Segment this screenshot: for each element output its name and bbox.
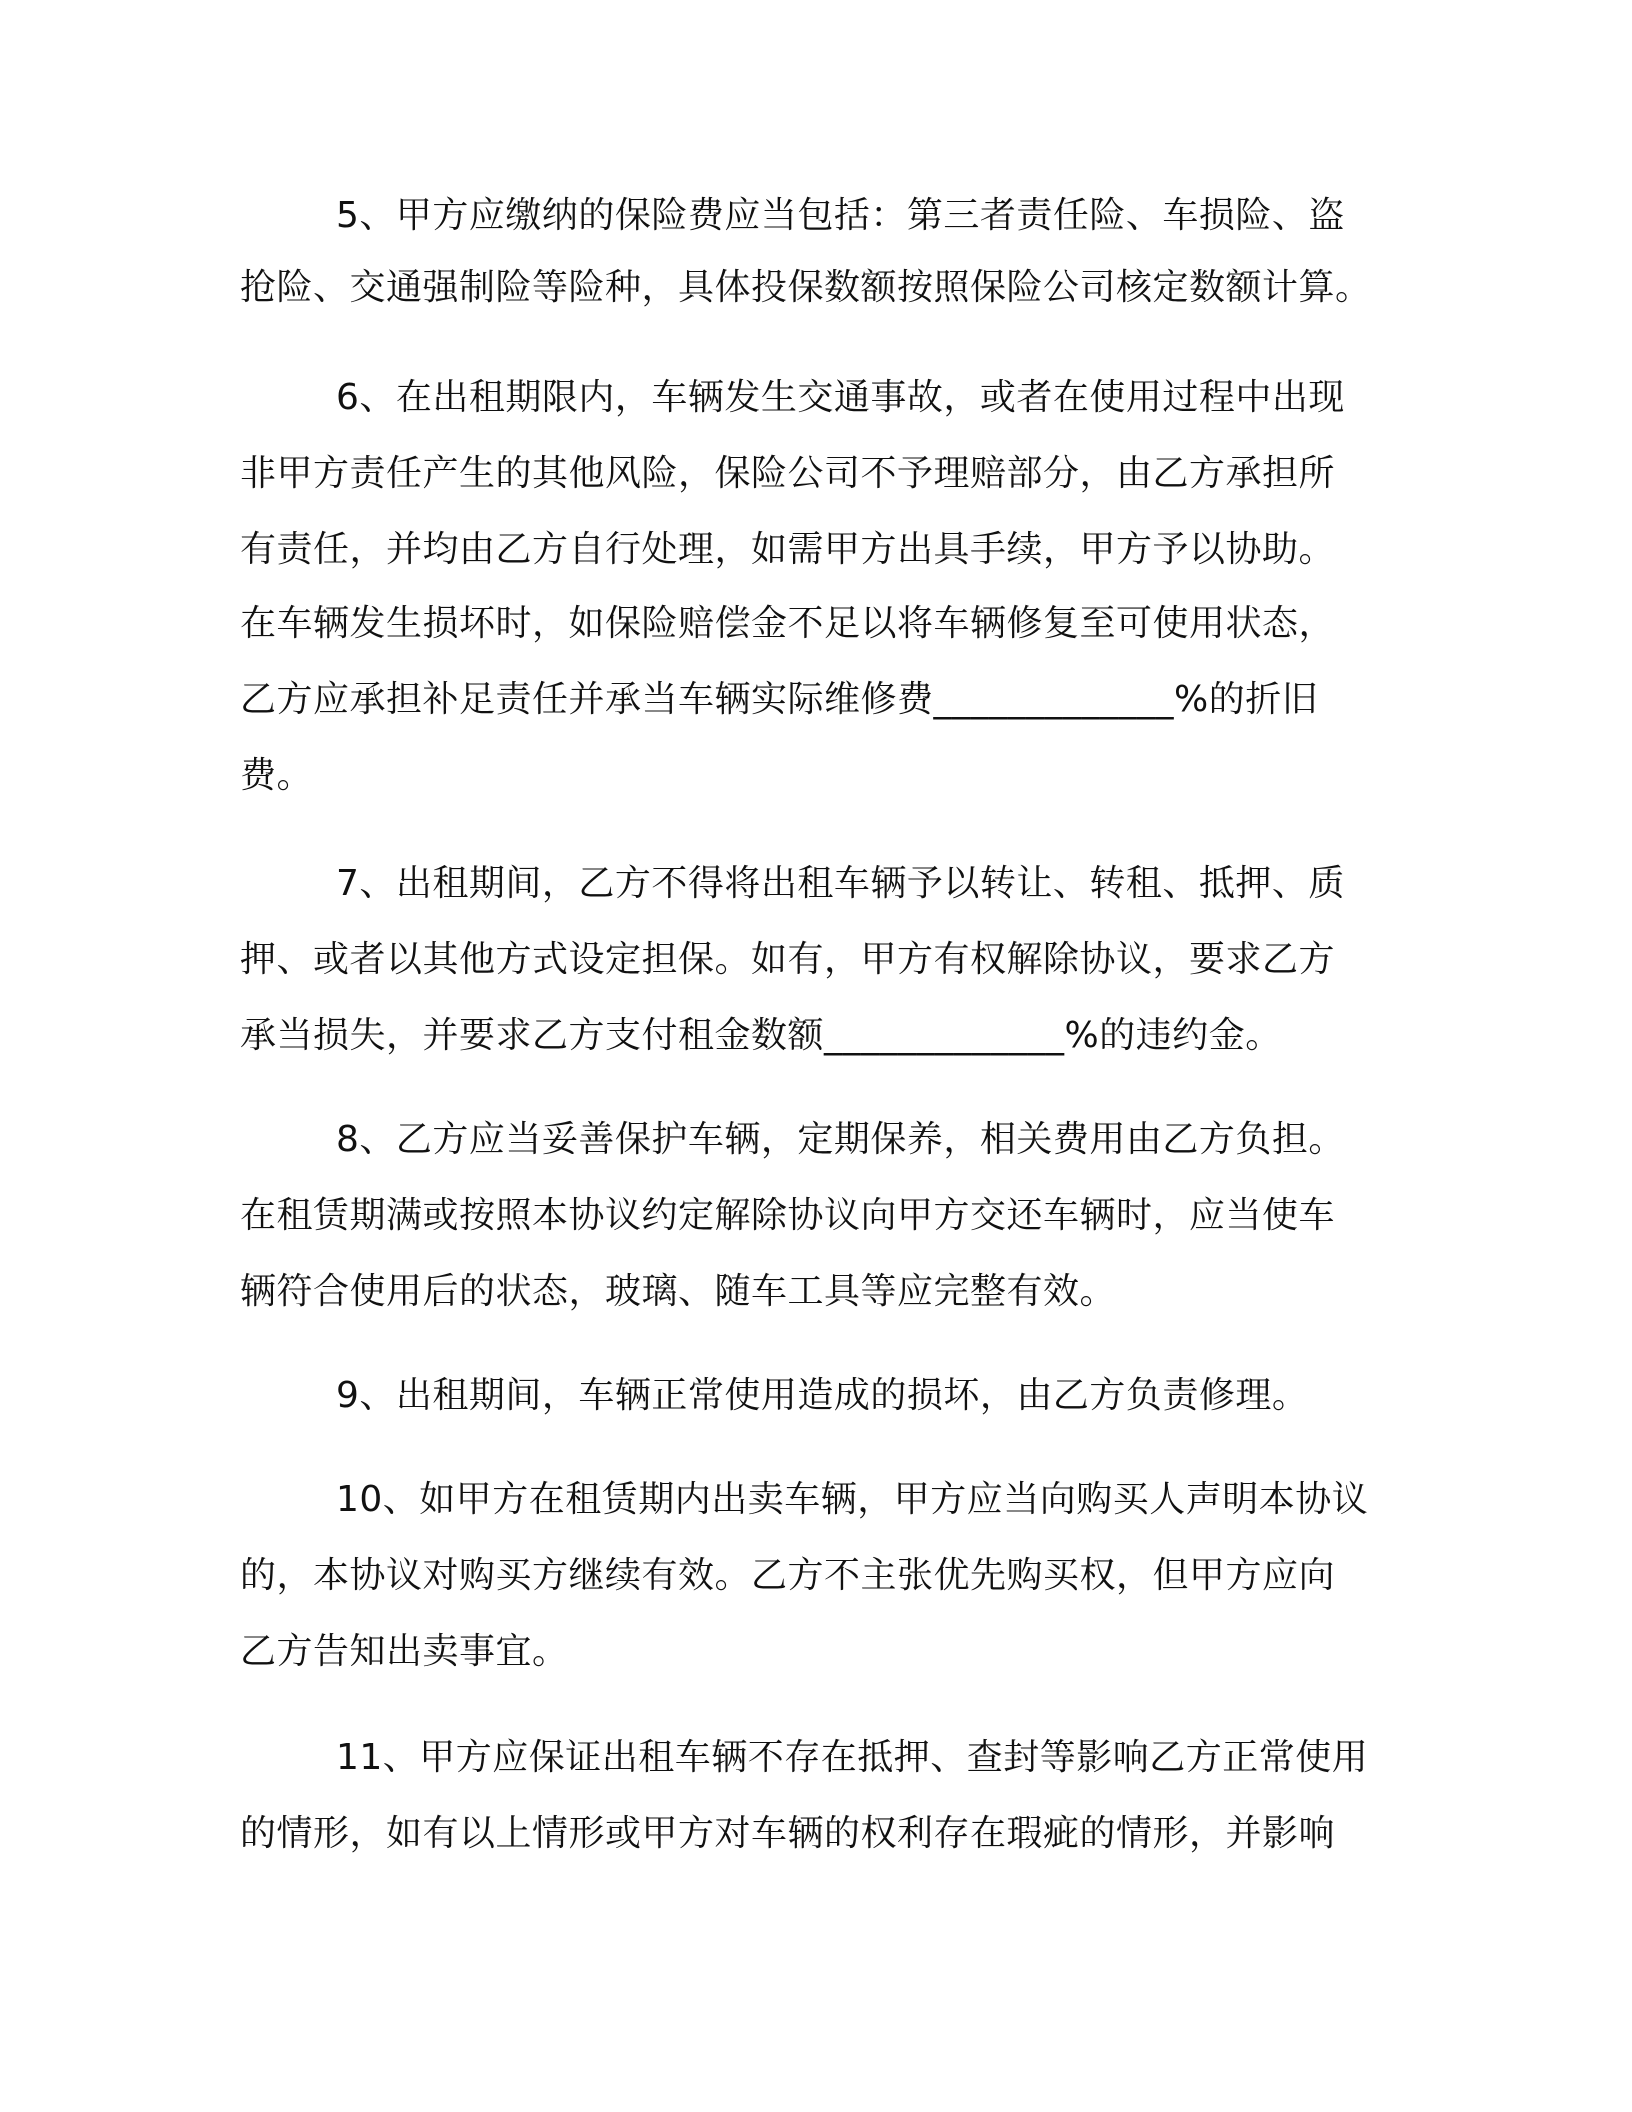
clause-6-line-5: 乙方应承担补足责任并承当车辆实际维修费_____________%的折旧 bbox=[240, 679, 1319, 720]
clause-10-line-1: 10、如甲方在租赁期内出卖车辆，甲方应当向购买人声明本协议 bbox=[336, 1479, 1369, 1520]
clause-8-line-3: 辆符合使用后的状态，玻璃、随车工具等应完整有效。 bbox=[240, 1271, 1117, 1312]
clause-5-line-2: 抢险、交通强制险等险种，具体投保数额按照保险公司核定数额计算。 bbox=[240, 267, 1372, 308]
clause-6-line-4: 在车辆发生损坏时，如保险赔偿金不足以将车辆修复至可使用状态， bbox=[240, 603, 1336, 644]
clause-5-line-1: 5、甲方应缴纳的保险费应当包括：第三者责任险、车损险、盗 bbox=[336, 195, 1345, 236]
clause-11-line-1: 11、甲方应保证出租车辆不存在抵押、查封等影响乙方正常使用 bbox=[336, 1737, 1369, 1778]
clause-9-line-1: 9、出租期间，车辆正常使用造成的损坏，由乙方负责修理。 bbox=[336, 1375, 1309, 1416]
clause-7-line-1: 7、出租期间，乙方不得将出租车辆予以转让、转租、抵押、质 bbox=[336, 863, 1345, 904]
clause-7-line-3: 承当损失，并要求乙方支付租金数额_____________%的违约金。 bbox=[240, 1015, 1282, 1056]
clause-7-line-2: 押、或者以其他方式设定担保。如有，甲方有权解除协议，要求乙方 bbox=[240, 939, 1336, 980]
clause-8-line-2: 在租赁期满或按照本协议约定解除协议向甲方交还车辆时，应当使车 bbox=[240, 1195, 1336, 1236]
clause-6-line-2: 非甲方责任产生的其他风险，保险公司不予理赔部分，由乙方承担所 bbox=[240, 453, 1336, 494]
clause-8-line-1: 8、乙方应当妥善保护车辆，定期保养，相关费用由乙方负担。 bbox=[336, 1119, 1345, 1160]
clause-10-line-2: 的，本协议对购买方继续有效。乙方不主张优先购买权，但甲方应向 bbox=[240, 1555, 1336, 1596]
clause-6-line-3: 有责任，并均由乙方自行处理，如需甲方出具手续，甲方予以协助。 bbox=[240, 529, 1336, 570]
clause-6-line-6: 费。 bbox=[240, 755, 314, 796]
clause-6-line-1: 6、在出租期限内，车辆发生交通事故，或者在使用过程中出现 bbox=[336, 377, 1345, 418]
clause-10-line-3: 乙方告知出卖事宜。 bbox=[240, 1631, 569, 1672]
clause-11-line-2: 的情形，如有以上情形或甲方对车辆的权利存在瑕疵的情形，并影响 bbox=[240, 1813, 1336, 1854]
